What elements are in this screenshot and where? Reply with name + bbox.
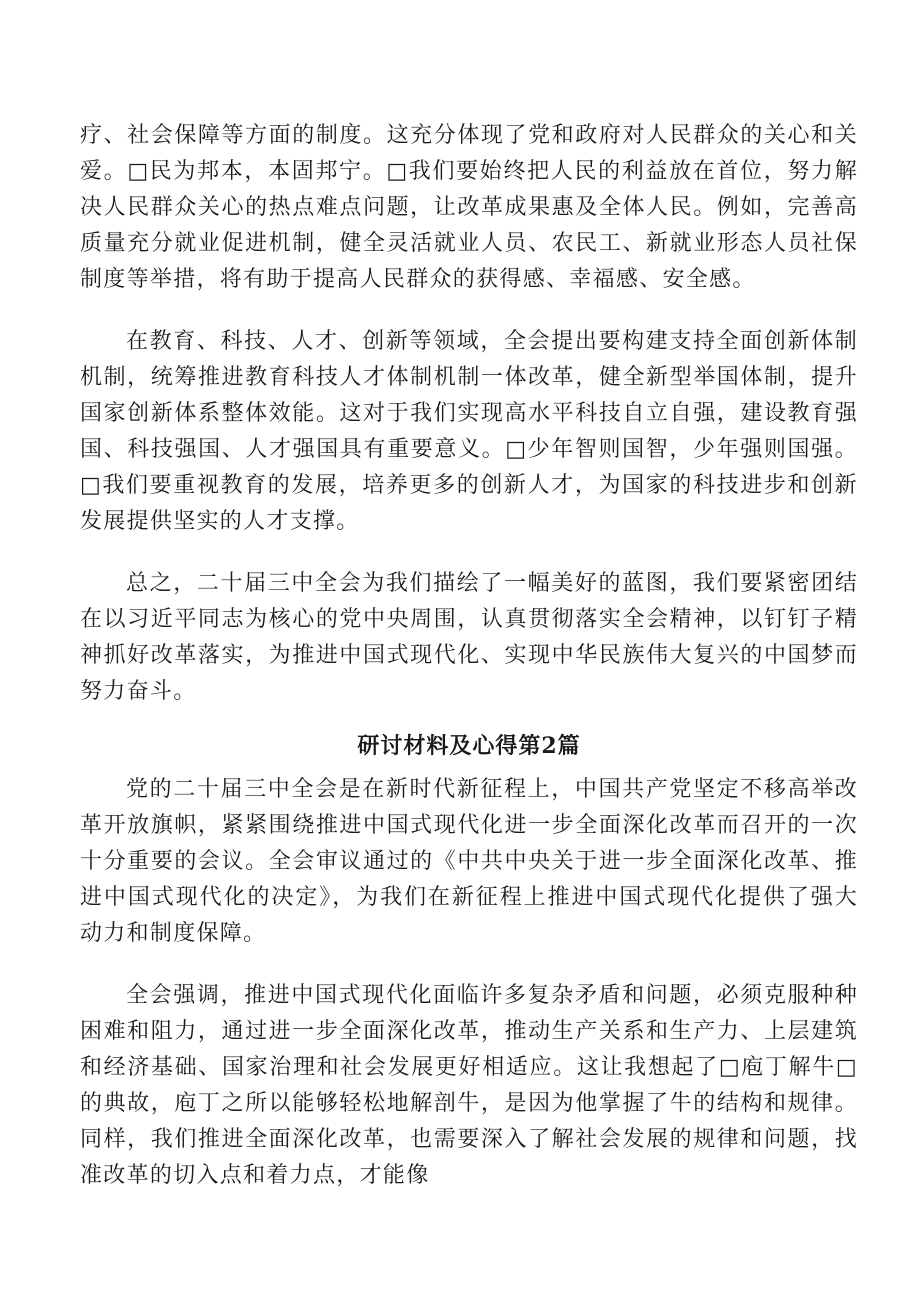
paragraph-education: 在教育、科技、人才、创新等领域，全会提出要构建支持全面创新体制机制，统筹推进教育科技人才体制机制一体改革，健全新型举国体制，提升国家创新体系整体效能。这对于我们实现高水平科技自立自强，建设教育强国、科技强国、人才强国具有重要意义。□少年智则国智，少年强则国强。□我们要重视教育的发展，培养更多的创新人才，为国家的科技进步和创新发展提供坚实的人才支撑。 (80, 329, 858, 534)
paragraph-conclusion: 总之，二十届三中全会为我们描绘了一幅美好的蓝图，我们要紧密团结在以习近平同志为核心的党中央周围，认真贯彻落实全会精神，以钉钉子精神抓好改革落实，为推进中国式现代化、实现中华民族伟大复兴的中国梦而努力奋斗。 (80, 571, 858, 704)
paragraph-plenum-intro: 党的二十届三中全会是在新时代新征程上，中国共产党坚定不移高举改革开放旗帜，紧紧围绕推进中国式现代化进一步全面深化改革而召开的一次十分重要的会议。全会审议通过的《中共中央关于进一步全面深化改革、推进中国式现代化的决定》，为我们在新征程上推进中国式现代化提供了强大动力和制度保障。 (80, 777, 858, 946)
paragraph-reform-challenges: 全会强调，推进中国式现代化面临许多复杂矛盾和问题，必须克服种种困难和阻力，通过进一步全面深化改革，推动生产关系和生产力、上层建筑和经济基础、国家治理和社会发展更好相适应。这让我想起了□庖丁解牛□的典故，庖丁之所以能够轻松地解剖牛，是因为他掌握了牛的结构和规律。同样，我们推进全面深化改革，也需要深入了解社会发展的规律和问题，找准改革的切入点和着力点，才能像 (80, 983, 858, 1188)
document-page (80, 118, 858, 1194)
section-title: 研讨材料及心得第2篇 (357, 733, 581, 759)
paragraph-welfare: 疗、社会保障等方面的制度。这充分体现了党和政府对人民群众的关心和关爱。□民为邦本，本固邦宁。□我们要始终把人民的利益放在首位，努力解决人民群众关心的热点难点问题，让改革成果惠及全体人民。例如，完善高质量充分就业促进机制，健全灵活就业人员、农民工、新就业形态人员社保制度等举措，将有助于提高人民群众的获得感、幸福感、安全感。 (80, 123, 858, 292)
